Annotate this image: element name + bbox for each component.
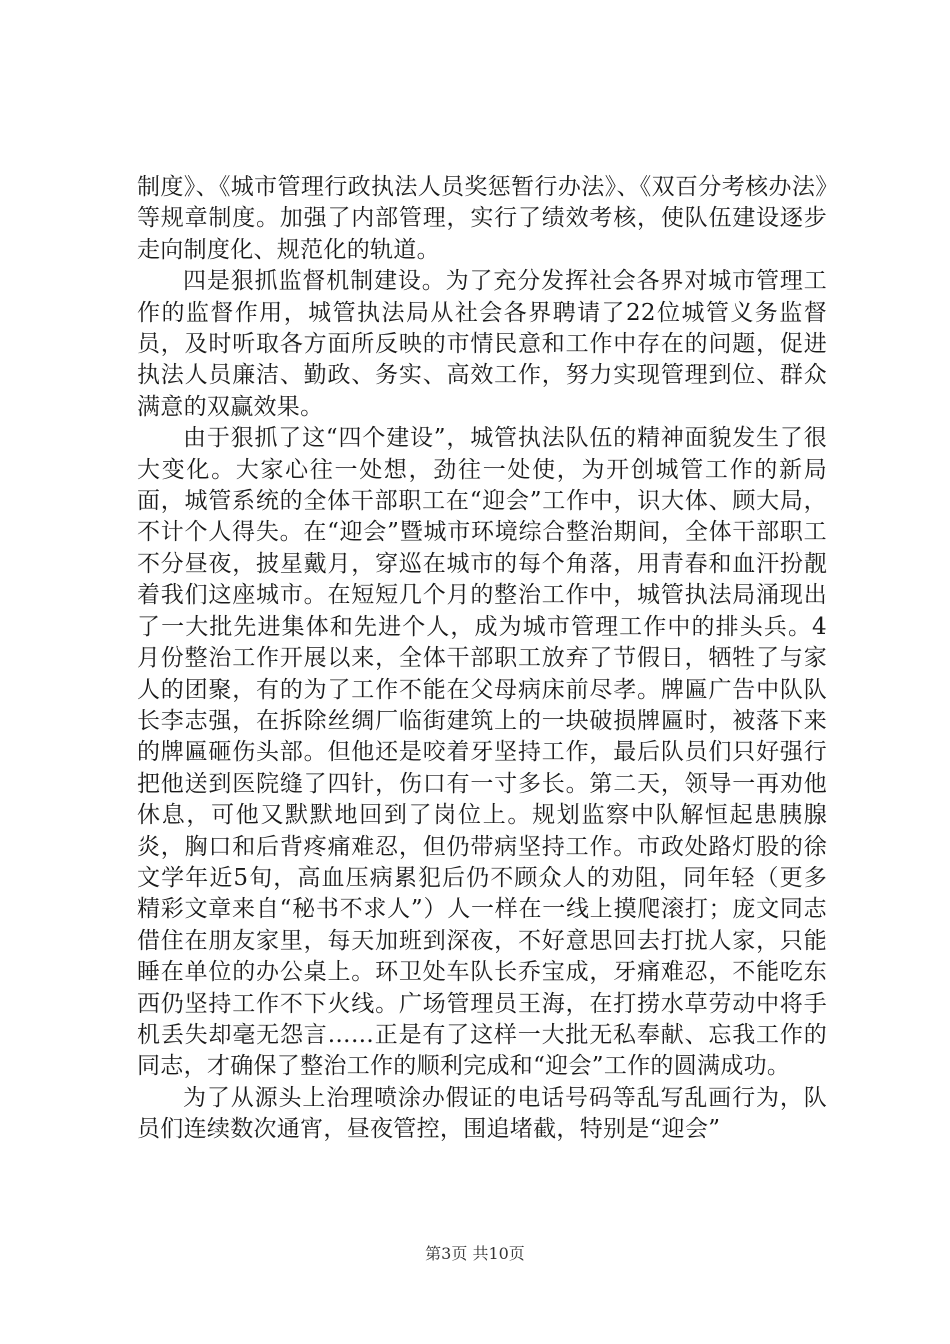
document-body: [137, 172, 827, 1146]
paragraph-3: 由于狠抓了这“四个建设”，城管执法队伍的精神面貌发生了很大变化。大家心往一处想，劲往一处使，为开创城管工作的新局面，城管系统的全体干部职工在“迎会”工作中，识大体、顾大局，不计个人得失。在“迎会”暨城市环境综合整治期间，全体干部职工不分昼夜，披星戴月，穿巡在城市的每个角落，用青春和血汗扮靓着我们这座城市。在短短几个月的整治工作中，城管执法局涌现出了一大批先进集体和先进个人，成为城市管理工作中的排头兵。4月份整治工作开展以来，全体干部职工放弃了节假日，牺牲了与家人的团聚，有的为了工作不能在父母病床前尽孝。牌匾广告中队队长李志强，在拆除丝绸厂临街建筑上的一块破损牌匾时，被落下来的牌匾砸伤头部。但他还是咬着牙坚持工作，最后队员们只好强行把他送到医院缝了四针，伤口有一寸多长。第二天，领导一再劝他休息，可他又默默地回到了岗位上。规划监察中队解恒起患胰腺炎，胸口和后背疼痛难忍，但仍带病坚持工作。市政处路灯股的徐文学年近5旬，高血压病累犯后仍不顾众人的劝阻，同年轻（更多精彩文章来自“秘书不求人”）人一样在一线上摸爬滚打；庞文同志借住在朋友家里，每天加班到深夜，不好意思回去打扰人家，只能睡在单位的办公桌上。环卫处车队长乔宝成，牙痛难忍，不能吃东西仍坚持工作不下火线。广场管理员王海，在打捞水草劳动中将手机丢失却毫无怨言……正是有了这样一大批无私奉献、忘我工作的同志，才确保了整治工作的顺利完成和“迎会”工作的圆满成功。: [137, 425, 827, 1080]
paragraph-4: 为了从源头上治理喷涂办假证的电话号码等乱写乱画行为，队员们连续数次通宵，昼夜管控，围追堵截，特别是“迎会”: [137, 1084, 827, 1143]
paragraph-1: 制度》、《城市管理行政执法人员奖惩暂行办法》、《双百分考核办法》等规章制度。加强了内部管理，实行了绩效考核，使队伍建设逐步走向制度化、规范化的轨道。: [137, 174, 827, 263]
page-footer: 第3页 共10页: [425, 1244, 525, 1263]
paragraph-2: 四是狠抓监督机制建设。为了充分发挥社会各界对城市管理工作的监督作用，城管执法局从社会各界聘请了22位城管义务监督员，及时听取各方面所反映的市情民意和工作中存在的问题，促进执法人员廉洁、勤政、务实、高效工作，努力实现管理到位、群众满意的双赢效果。: [137, 268, 827, 420]
